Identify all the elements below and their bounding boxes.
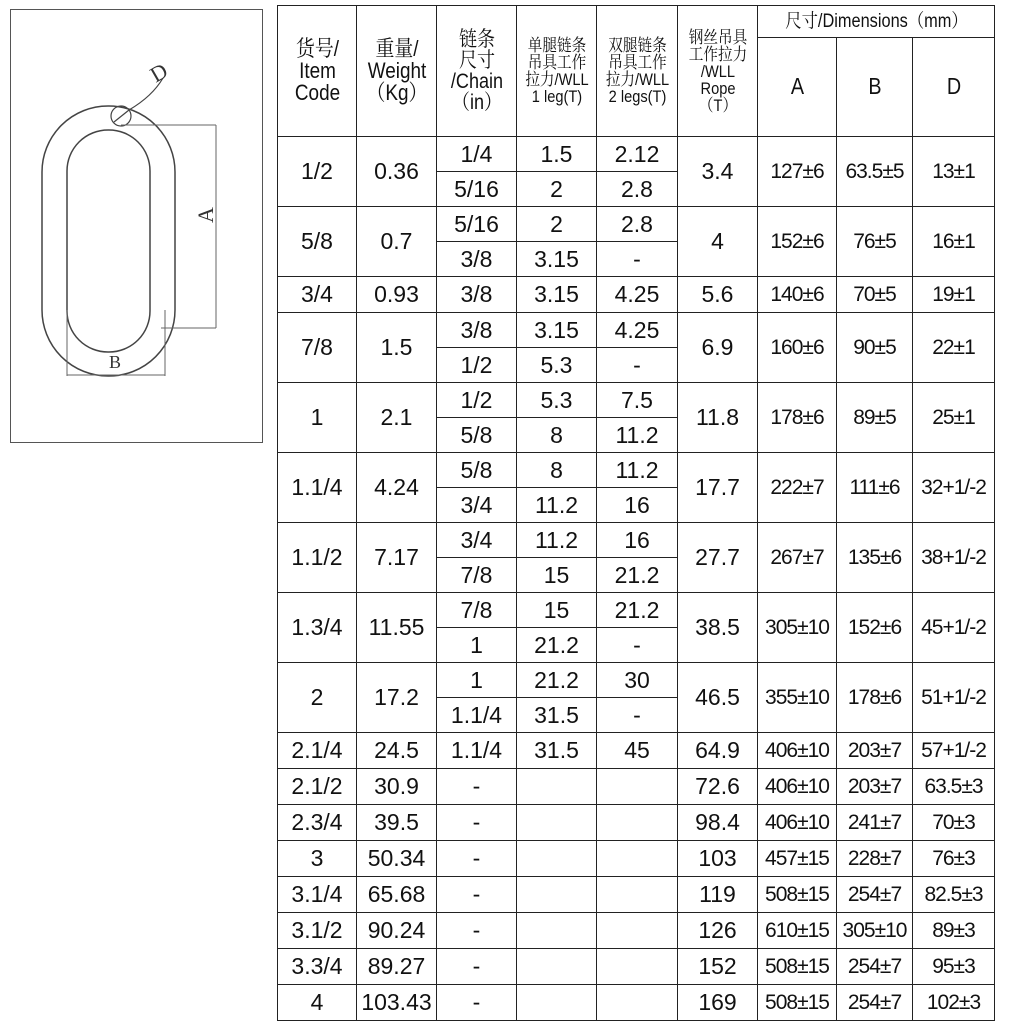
cell-weight: 2.1 bbox=[357, 383, 437, 453]
header-double-leg-text: 双腿链条 吊具工作 拉力/WLL 2 legs(T) bbox=[605, 36, 669, 106]
cell-chain: 1/4 bbox=[437, 137, 517, 172]
cell-weight: 65.68 bbox=[357, 877, 437, 913]
cell-dim-a: 610±15 bbox=[758, 913, 837, 949]
table-row bbox=[278, 207, 995, 242]
cell-wll-rope: 98.4 bbox=[678, 805, 758, 841]
header-weight-text: 重量/ Weight （Kg） bbox=[365, 36, 427, 105]
cell-weight: 0.93 bbox=[357, 277, 437, 313]
cell-wll-single: 31.5 bbox=[517, 698, 597, 733]
label-b: B bbox=[109, 352, 122, 372]
cell-dim-b: 89±5 bbox=[837, 383, 913, 453]
cell-dim-a: 152±6 bbox=[758, 207, 837, 277]
cell-wll-double bbox=[597, 949, 678, 985]
cell-wll-double: 2.8 bbox=[597, 172, 678, 207]
table-row bbox=[278, 383, 995, 418]
cell-dim-b: 152±6 bbox=[837, 593, 913, 663]
table-row bbox=[278, 805, 995, 841]
cell-weight: 39.5 bbox=[357, 805, 437, 841]
cell-wll-single bbox=[517, 769, 597, 805]
cell-chain: 3/4 bbox=[437, 488, 517, 523]
cell-wll-single: 5.3 bbox=[517, 383, 597, 418]
cell-dim-b: 111±6 bbox=[837, 453, 913, 523]
cell-item-code: 3/4 bbox=[278, 277, 357, 313]
cell-item-code: 2 bbox=[278, 663, 357, 733]
table-row bbox=[278, 841, 995, 877]
cell-wll-single: 3.15 bbox=[517, 242, 597, 277]
cell-wll-double: 45 bbox=[597, 733, 678, 769]
cell-item-code: 3.1/2 bbox=[278, 913, 357, 949]
cell-wll-double: 2.12 bbox=[597, 137, 678, 172]
cell-chain: - bbox=[437, 877, 517, 913]
cell-weight: 0.36 bbox=[357, 137, 437, 207]
cell-dim-a: 160±6 bbox=[758, 313, 837, 383]
cell-item-code: 1.1/2 bbox=[278, 523, 357, 593]
cell-wll-double bbox=[597, 841, 678, 877]
cell-wll-double: - bbox=[597, 628, 678, 663]
cell-item-code: 1.1/4 bbox=[278, 453, 357, 523]
cell-dim-b: 76±5 bbox=[837, 207, 913, 277]
cell-wll-single: 2 bbox=[517, 207, 597, 242]
cell-chain: - bbox=[437, 805, 517, 841]
cell-wll-single bbox=[517, 841, 597, 877]
cell-weight: 24.5 bbox=[357, 733, 437, 769]
cell-weight: 17.2 bbox=[357, 663, 437, 733]
cell-wll-single: 15 bbox=[517, 558, 597, 593]
cell-dim-b: 63.5±5 bbox=[837, 137, 913, 207]
table-row bbox=[278, 137, 995, 172]
cell-wll-single bbox=[517, 805, 597, 841]
cell-item-code: 4 bbox=[278, 985, 357, 1021]
cell-dim-a: 178±6 bbox=[758, 383, 837, 453]
table-row bbox=[278, 949, 995, 985]
cell-dim-d: 51+1/-2 bbox=[913, 663, 995, 733]
cell-wll-double: 21.2 bbox=[597, 558, 678, 593]
cell-wll-single: 2 bbox=[517, 172, 597, 207]
cell-chain: 3/4 bbox=[437, 523, 517, 558]
cell-item-code: 5/8 bbox=[278, 207, 357, 277]
cell-item-code: 1/2 bbox=[278, 137, 357, 207]
cell-item-code: 2.1/4 bbox=[278, 733, 357, 769]
cell-dim-b: 254±7 bbox=[837, 877, 913, 913]
cell-wll-rope: 126 bbox=[678, 913, 758, 949]
table-row bbox=[278, 769, 995, 805]
cell-wll-single: 11.2 bbox=[517, 488, 597, 523]
cell-chain: 1 bbox=[437, 628, 517, 663]
cell-chain: 1 bbox=[437, 663, 517, 698]
cell-item-code: 3 bbox=[278, 841, 357, 877]
cell-wll-double: 16 bbox=[597, 488, 678, 523]
cell-dim-d: 16±1 bbox=[913, 207, 995, 277]
header-dimensions-text: 尺寸/Dimensions（mm） bbox=[784, 11, 968, 33]
header-weight bbox=[362, 6, 431, 137]
header-dim-d bbox=[918, 38, 989, 137]
cell-dim-d: 38+1/-2 bbox=[913, 523, 995, 593]
cell-item-code: 3.1/4 bbox=[278, 877, 357, 913]
cell-wll-double: - bbox=[597, 242, 678, 277]
cell-wll-single: 1.5 bbox=[517, 137, 597, 172]
cell-item-code: 2.1/2 bbox=[278, 769, 357, 805]
cell-wll-rope: 3.4 bbox=[678, 137, 758, 207]
cell-dim-b: 228±7 bbox=[837, 841, 913, 877]
cell-wll-double: 4.25 bbox=[597, 277, 678, 313]
cell-dim-a: 457±15 bbox=[758, 841, 837, 877]
header-chain-text: 链条 尺寸 /Chain （in） bbox=[450, 28, 503, 114]
header-rope-text: 钢丝吊具 工作拉力 /WLL Rope （T） bbox=[688, 27, 747, 115]
cell-item-code: 3.3/4 bbox=[278, 949, 357, 985]
cell-wll-rope: 169 bbox=[678, 985, 758, 1021]
cell-dim-a: 508±15 bbox=[758, 877, 837, 913]
cell-chain: - bbox=[437, 913, 517, 949]
cell-wll-double: 30 bbox=[597, 663, 678, 698]
cell-dim-a: 222±7 bbox=[758, 453, 837, 523]
cell-wll-single: 8 bbox=[517, 453, 597, 488]
cell-chain: 1.1/4 bbox=[437, 733, 517, 769]
header-single-leg-text: 单腿链条 吊具工作 拉力/WLL 1 leg(T) bbox=[524, 36, 589, 106]
header-dim-b bbox=[842, 38, 907, 137]
cell-dim-d: 70±3 bbox=[913, 805, 995, 841]
cell-weight: 103.43 bbox=[357, 985, 437, 1021]
cell-item-code: 1 bbox=[278, 383, 357, 453]
cell-dim-b: 305±10 bbox=[837, 913, 913, 949]
cell-wll-rope: 6.9 bbox=[678, 313, 758, 383]
table-row bbox=[278, 313, 995, 348]
cell-weight: 11.55 bbox=[357, 593, 437, 663]
cell-weight: 90.24 bbox=[357, 913, 437, 949]
label-d: D bbox=[145, 57, 172, 88]
cell-dim-b: 90±5 bbox=[837, 313, 913, 383]
header-rope bbox=[683, 6, 752, 137]
cell-wll-double: 16 bbox=[597, 523, 678, 558]
cell-dim-b: 254±7 bbox=[837, 949, 913, 985]
cell-dim-b: 241±7 bbox=[837, 805, 913, 841]
cell-chain: - bbox=[437, 841, 517, 877]
cell-dim-b: 203±7 bbox=[837, 733, 913, 769]
cell-weight: 89.27 bbox=[357, 949, 437, 985]
cell-wll-rope: 4 bbox=[678, 207, 758, 277]
cell-wll-rope: 38.5 bbox=[678, 593, 758, 663]
cell-dim-a: 406±10 bbox=[758, 769, 837, 805]
cell-chain: - bbox=[437, 769, 517, 805]
cell-wll-single: 31.5 bbox=[517, 733, 597, 769]
cell-dim-d: 32+1/-2 bbox=[913, 453, 995, 523]
cell-wll-single: 5.3 bbox=[517, 348, 597, 383]
cell-wll-double bbox=[597, 985, 678, 1021]
cell-chain: 5/8 bbox=[437, 453, 517, 488]
cell-wll-double: 2.8 bbox=[597, 207, 678, 242]
cell-dim-d: 19±1 bbox=[913, 277, 995, 313]
cell-wll-single: 3.15 bbox=[517, 277, 597, 313]
table-row bbox=[278, 593, 995, 628]
cell-dim-a: 305±10 bbox=[758, 593, 837, 663]
table-row bbox=[278, 523, 995, 558]
cell-dim-d: 89±3 bbox=[913, 913, 995, 949]
table-row bbox=[278, 913, 995, 949]
spec-table bbox=[277, 5, 995, 1021]
cell-weight: 50.34 bbox=[357, 841, 437, 877]
cell-wll-single: 11.2 bbox=[517, 523, 597, 558]
cell-chain: 1/2 bbox=[437, 383, 517, 418]
header-item-code-text: 货号/ Item Code bbox=[294, 36, 340, 105]
cell-wll-rope: 119 bbox=[678, 877, 758, 913]
cell-wll-rope: 64.9 bbox=[678, 733, 758, 769]
table-row bbox=[278, 453, 995, 488]
cell-dim-d: 102±3 bbox=[913, 985, 995, 1021]
cell-wll-rope: 5.6 bbox=[678, 277, 758, 313]
cell-wll-double: - bbox=[597, 348, 678, 383]
header-dim-b-text: B bbox=[867, 72, 882, 99]
cell-wll-double: 11.2 bbox=[597, 418, 678, 453]
header-double-leg bbox=[602, 6, 672, 137]
header-dimensions bbox=[774, 6, 978, 38]
table-row bbox=[278, 877, 995, 913]
cell-wll-single: 15 bbox=[517, 593, 597, 628]
cell-chain: 5/16 bbox=[437, 172, 517, 207]
cell-chain: 3/8 bbox=[437, 313, 517, 348]
cell-weight: 0.7 bbox=[357, 207, 437, 277]
cell-weight: 30.9 bbox=[357, 769, 437, 805]
cell-wll-rope: 27.7 bbox=[678, 523, 758, 593]
cell-chain: 1.1/4 bbox=[437, 698, 517, 733]
cell-wll-rope: 152 bbox=[678, 949, 758, 985]
cell-dim-a: 406±10 bbox=[758, 733, 837, 769]
table-row bbox=[278, 277, 995, 313]
cell-wll-double bbox=[597, 805, 678, 841]
cell-chain: 7/8 bbox=[437, 593, 517, 628]
cell-chain: 3/8 bbox=[437, 242, 517, 277]
cell-dim-b: 70±5 bbox=[837, 277, 913, 313]
cell-chain: - bbox=[437, 949, 517, 985]
cell-item-code: 1.3/4 bbox=[278, 593, 357, 663]
cell-chain: 7/8 bbox=[437, 558, 517, 593]
cell-wll-double: 11.2 bbox=[597, 453, 678, 488]
cell-dim-a: 267±7 bbox=[758, 523, 837, 593]
cell-chain: - bbox=[437, 985, 517, 1021]
cell-dim-d: 22±1 bbox=[913, 313, 995, 383]
cell-wll-double bbox=[597, 913, 678, 949]
table-row bbox=[278, 985, 995, 1021]
cell-dim-a: 140±6 bbox=[758, 277, 837, 313]
master-link-diagram bbox=[11, 10, 264, 444]
header-item-code bbox=[283, 6, 351, 137]
cell-dim-b: 203±7 bbox=[837, 769, 913, 805]
cell-dim-d: 63.5±3 bbox=[913, 769, 995, 805]
cell-dim-a: 508±15 bbox=[758, 949, 837, 985]
cell-wll-double: 7.5 bbox=[597, 383, 678, 418]
header-single-leg bbox=[522, 6, 591, 137]
cell-dim-d: 95±3 bbox=[913, 949, 995, 985]
cell-dim-b: 254±7 bbox=[837, 985, 913, 1021]
cell-wll-single: 8 bbox=[517, 418, 597, 453]
cell-dim-a: 127±6 bbox=[758, 137, 837, 207]
cell-item-code: 2.3/4 bbox=[278, 805, 357, 841]
cell-dim-a: 406±10 bbox=[758, 805, 837, 841]
cell-dim-d: 57+1/-2 bbox=[913, 733, 995, 769]
cell-wll-single bbox=[517, 985, 597, 1021]
cell-wll-rope: 46.5 bbox=[678, 663, 758, 733]
header-dim-a bbox=[763, 38, 831, 137]
cell-dim-d: 25±1 bbox=[913, 383, 995, 453]
cell-wll-double bbox=[597, 769, 678, 805]
master-link-drawing bbox=[10, 9, 263, 443]
cell-wll-double: 21.2 bbox=[597, 593, 678, 628]
label-a: A bbox=[192, 207, 218, 223]
cell-dim-d: 76±3 bbox=[913, 841, 995, 877]
header-chain bbox=[442, 6, 511, 137]
cell-chain: 3/8 bbox=[437, 277, 517, 313]
cell-dim-b: 178±6 bbox=[837, 663, 913, 733]
cell-weight: 7.17 bbox=[357, 523, 437, 593]
cell-chain: 5/16 bbox=[437, 207, 517, 242]
cell-wll-single bbox=[517, 877, 597, 913]
cell-wll-single: 21.2 bbox=[517, 628, 597, 663]
table-row bbox=[278, 733, 995, 769]
cell-wll-double bbox=[597, 877, 678, 913]
cell-chain: 1/2 bbox=[437, 348, 517, 383]
cell-weight: 4.24 bbox=[357, 453, 437, 523]
cell-wll-double: - bbox=[597, 698, 678, 733]
cell-dim-a: 508±15 bbox=[758, 985, 837, 1021]
cell-dim-b: 135±6 bbox=[837, 523, 913, 593]
cell-wll-single bbox=[517, 913, 597, 949]
cell-weight: 1.5 bbox=[357, 313, 437, 383]
header-dim-a-text: A bbox=[790, 72, 804, 99]
cell-wll-single: 21.2 bbox=[517, 663, 597, 698]
cell-wll-single: 3.15 bbox=[517, 313, 597, 348]
cell-dim-a: 355±10 bbox=[758, 663, 837, 733]
cell-wll-rope: 103 bbox=[678, 841, 758, 877]
cell-wll-rope: 72.6 bbox=[678, 769, 758, 805]
cell-chain: 5/8 bbox=[437, 418, 517, 453]
cell-dim-d: 13±1 bbox=[913, 137, 995, 207]
cell-wll-double: 4.25 bbox=[597, 313, 678, 348]
table-row bbox=[278, 663, 995, 698]
spec-table-body bbox=[278, 137, 995, 1021]
cell-wll-single bbox=[517, 949, 597, 985]
cell-dim-d: 82.5±3 bbox=[913, 877, 995, 913]
header-dim-d-text: D bbox=[946, 72, 961, 99]
cell-item-code: 7/8 bbox=[278, 313, 357, 383]
cell-wll-rope: 11.8 bbox=[678, 383, 758, 453]
cell-dim-d: 45+1/-2 bbox=[913, 593, 995, 663]
cell-wll-rope: 17.7 bbox=[678, 453, 758, 523]
